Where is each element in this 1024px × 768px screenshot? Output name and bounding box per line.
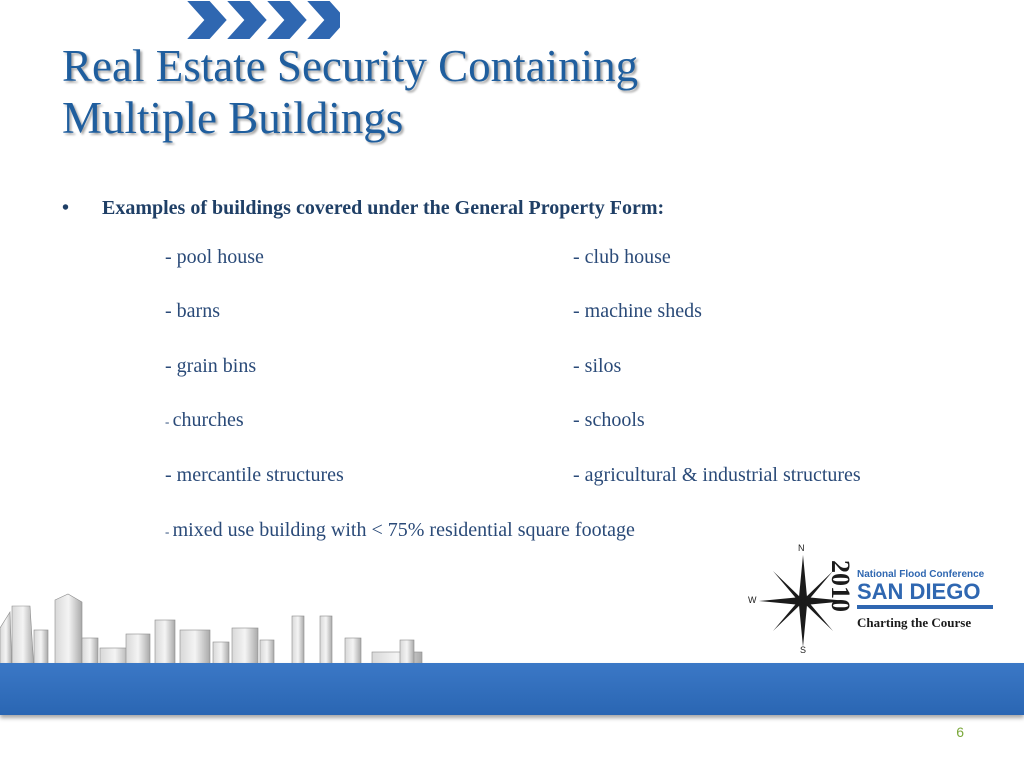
title-line-1: Real Estate Security Containing (62, 41, 639, 91)
list-item-right: - machine sheds (573, 300, 702, 322)
logo-city: SAN DIEGO (857, 579, 981, 604)
compass-n-label: N (798, 543, 805, 553)
list-item-left: - pool house (165, 246, 264, 268)
list-item-right: - agricultural & industrial structures (573, 464, 861, 486)
logo-org: National Flood Conference (857, 569, 985, 580)
bullet-text: Examples of buildings covered under the General Property Form: (102, 197, 665, 219)
logo-tagline: Charting the Course (857, 615, 972, 630)
compass-w-label: W (748, 595, 757, 605)
logo-year: 2010 (826, 560, 855, 612)
conference-logo (745, 545, 995, 655)
list-item-right: - schools (573, 409, 645, 431)
compass-s-label: S (800, 645, 807, 655)
logo-wave-line (857, 605, 993, 609)
list-item-left: - churches (165, 409, 244, 431)
chevron-arrows-icon (180, 0, 340, 42)
bullet-marker: • (62, 197, 70, 219)
list-item-right: - silos (573, 355, 622, 377)
list-item-left: - mercantile structures (165, 464, 344, 486)
footer-band (0, 663, 1024, 715)
list-item-left: - grain bins (165, 355, 257, 377)
title-line-2: Multiple Buildings (62, 93, 404, 143)
page-number: 6 (956, 724, 964, 740)
slide-title (62, 40, 962, 144)
list-item-right: - club house (573, 246, 671, 268)
list-item-left: - barns (165, 300, 220, 322)
list-item-left: - mixed use building with < 75% residential square footage (165, 519, 635, 541)
